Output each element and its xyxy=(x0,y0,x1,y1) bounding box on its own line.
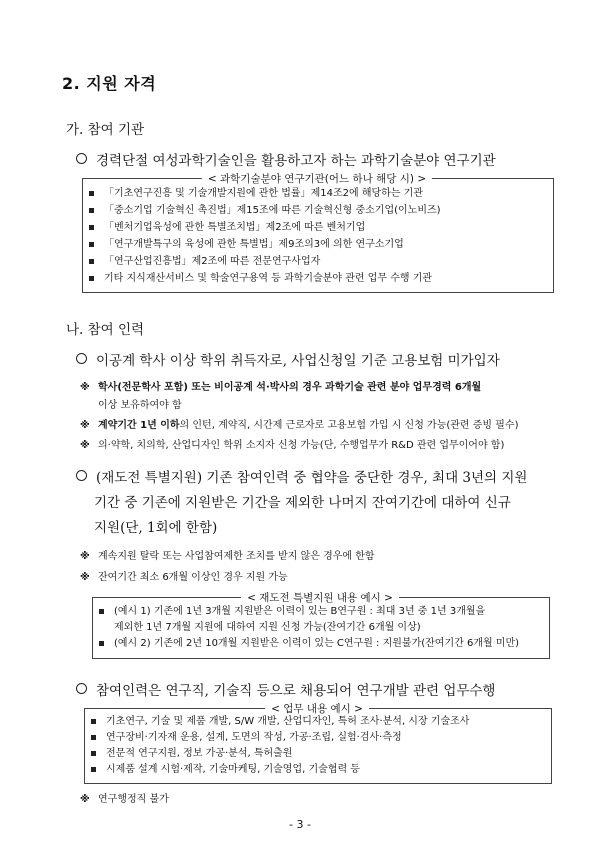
note-2: ※ 계약기간 1년 이하의 인턴, 계약직, 시간제 근로자로 고용보험 가입 시 신청 가능(관련 증빙 필수) xyxy=(80,420,519,431)
circle-bullet-icon xyxy=(76,470,87,481)
subsection-heading-na: 나. 참여 인력 xyxy=(66,322,145,338)
square-bullet-icon xyxy=(91,751,96,756)
list-item: 기타 지식재산서비스 및 학술연구용역 등 과학기술분야 관련 업무 수행 기관 xyxy=(86,270,441,287)
section-title: 2. 지원 자격 xyxy=(62,74,157,93)
square-bullet-icon xyxy=(89,191,94,196)
square-bullet-icon xyxy=(91,719,96,724)
circle-item-ga xyxy=(76,149,496,169)
institution-box-title: < 과학기술분야 연구기관(어느 하나 해당 시) > xyxy=(202,171,432,186)
work-example-list xyxy=(88,714,469,778)
square-bullet-icon xyxy=(89,242,94,247)
note-5: ※ 잔여기간 최소 6개월 이상인 경우 지원 가능 xyxy=(80,572,288,583)
work-example-box-title: < 업무 내용 예시 > xyxy=(265,701,369,716)
list-item: 시제품 설계 시험·제작, 기술마케팅, 기술영업, 기술협력 등 xyxy=(88,762,469,778)
circle-bullet-icon xyxy=(76,683,87,694)
rechallenge-box-title: < 재도전 특별지원 내용 예시 > xyxy=(241,590,399,605)
note-1-continued: 이상 보유하여야 함 xyxy=(98,400,182,411)
circle-item-text: 경력단절 여성과학기술인을 활용하고자 하는 과학기술분야 연구기관 xyxy=(96,153,496,169)
list-item: 「연구개발특구의 육성에 관한 특별법」제9조의3에 의한 연구소기업 xyxy=(86,236,441,253)
rechallenge-list xyxy=(96,604,519,652)
square-bullet-icon xyxy=(89,259,94,264)
subsection-heading-ga: 가. 참여 기관 xyxy=(66,122,145,138)
note-3: ※ 의·약학, 치의학, 산업디자인 학위 소지자 신청 가능(단, 수행업무가 R&D 관련 업무이어야 함) xyxy=(80,440,505,451)
list-item: 기초연구, 기술 및 제품 개발, S/W 개발, 산업디자인, 특허 조사·분석, 시장 기술조사 xyxy=(88,714,469,730)
circle-item-text: 이공계 학사 이상 학위 취득자로, 사업신청일 기준 고용보험 미가입자 xyxy=(96,353,500,369)
institution-list xyxy=(86,185,441,287)
list-item-continued: 제외한 1년 7개월 지원에 대하여 지원 신청 가능(잔여기간 6개월 이상) xyxy=(114,622,421,633)
circle-bullet-icon xyxy=(76,153,87,164)
circle-item-na-2-line-3: 지원(단, 1회에 한함) xyxy=(94,520,218,536)
square-bullet-icon xyxy=(89,225,94,230)
circle-item-na-3: 참여인력은 연구직, 기술직 등으로 채용되어 연구개발 관련 업무수행 xyxy=(76,679,495,699)
list-item: (예시 2) 기존에 2년 10개월 지원받은 이력이 있는 C연구원 : 지원불가(잔여기간 6개월 미만) xyxy=(96,636,519,652)
note-4: ※ 계속지원 탈락 또는 사업참여제한 조치를 받지 않은 경우에 한함 xyxy=(80,551,375,562)
list-item: (예시 1) 기존에 1년 3개월 지원받은 이력이 있는 B연구원 : 최대 3년 중 1년 3개월을 xyxy=(96,604,519,620)
page-number: - 3 - xyxy=(289,818,311,831)
list-item: 「연구산업진흥법」제2조에 따른 전문연구사업자 xyxy=(86,253,441,270)
list-item: 연구장비·기자재 운용, 설계, 도면의 작성, 가공·조립, 실험·검사·측정 xyxy=(88,730,469,746)
square-bullet-icon xyxy=(99,609,104,614)
list-item: 「기초연구진흥 및 기술개발지원에 관한 법률」제14조2에 해당하는 기관 xyxy=(86,185,441,202)
note-6: ※ 연구행정직 불가 xyxy=(80,794,169,805)
circle-item-na-2: (재도전 특별지원) 기존 참여인력 중 협약을 중단한 경우, 최대 3년의 지원 xyxy=(76,466,527,486)
square-bullet-icon xyxy=(89,276,94,281)
circle-item-na-2-line-2: 기간 중 기존에 지원받은 기간을 제외한 나머지 잔여기간에 대하여 신규 xyxy=(94,495,511,511)
square-bullet-icon xyxy=(89,208,94,213)
list-item: 「벤처기업육성에 관한 특별조치법」제2조에 따른 벤처기업 xyxy=(86,219,441,236)
note-1: ※ 학사(전문학사 포함) 또는 비이공계 석·박사의 경우 과학기술 관련 분야 업무경력 6개월 xyxy=(80,382,482,393)
square-bullet-icon xyxy=(91,767,96,772)
square-bullet-icon xyxy=(99,641,104,646)
list-item: 전문적 연구지원, 정보 가공·분석, 특허출원 xyxy=(88,746,469,762)
list-item: 「중소기업 기술혁신 촉진법」제15조에 따른 기술혁신형 중소기업(이노비즈) xyxy=(86,202,441,219)
square-bullet-icon xyxy=(91,735,96,740)
circle-item-na-1 xyxy=(76,349,500,369)
circle-bullet-icon xyxy=(76,353,87,364)
